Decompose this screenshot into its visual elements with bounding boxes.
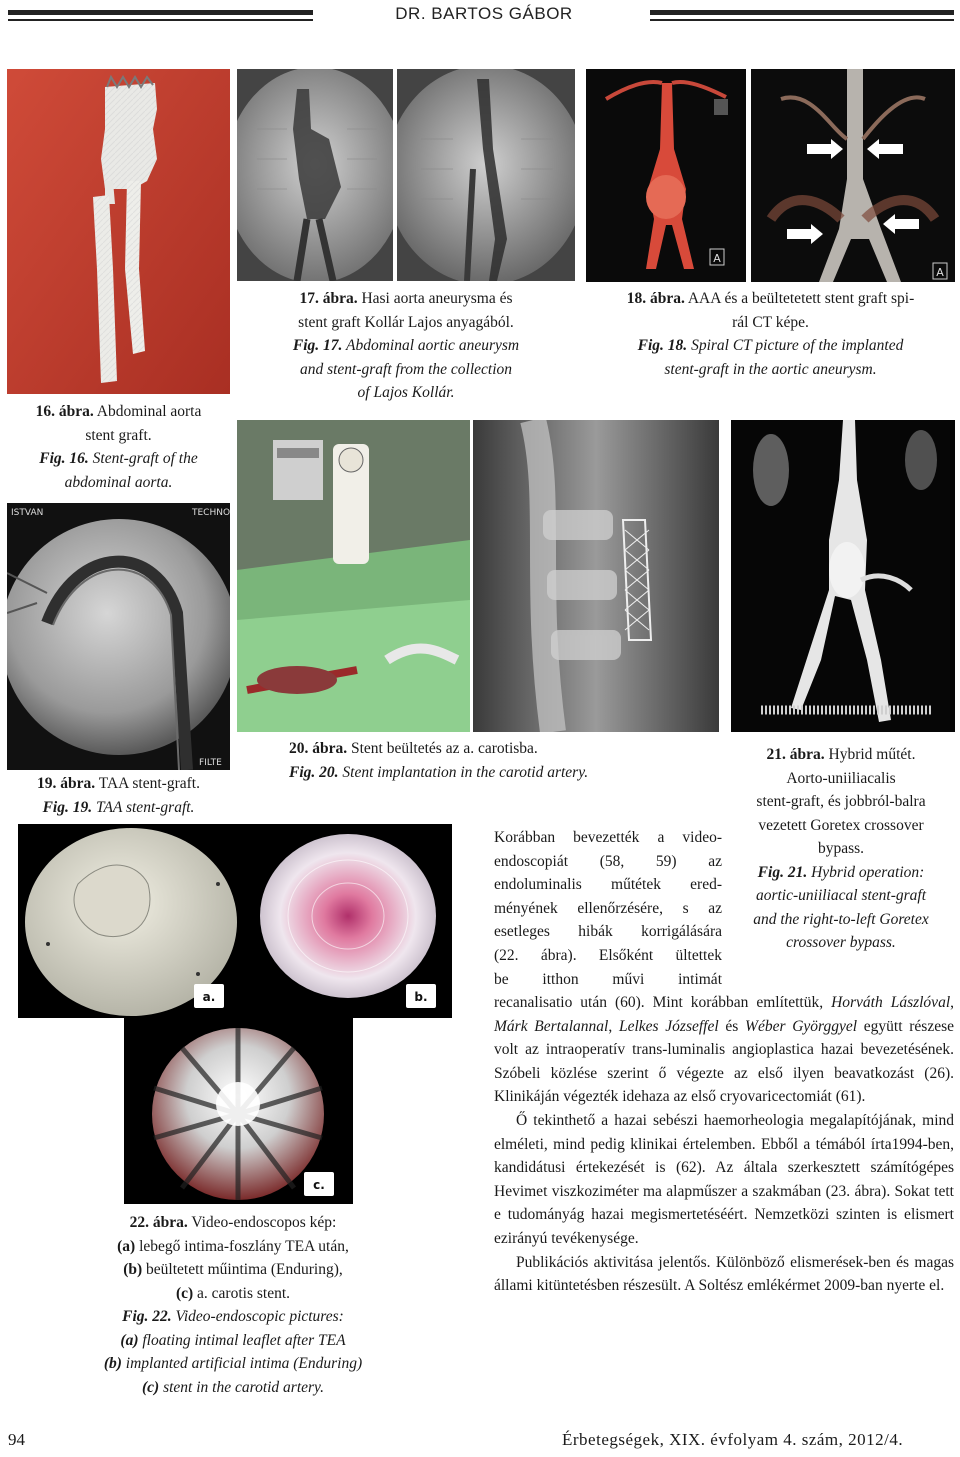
fig16-caption: 16. ábra. Abdominal aorta stent graft. Fig. 16. Stent-graft of the abdominal aorta. <box>35 403 202 491</box>
fig20-image-right <box>473 420 719 732</box>
header-rule-right-thin <box>650 19 954 21</box>
fig20-image-left <box>237 420 470 732</box>
journal-footer: Érbetegségek, XIX. évfolyam 4. szám, 2012/4. <box>562 1430 904 1449</box>
fig18-image-left <box>586 69 746 282</box>
fig21-caption: 21. ábra. Hybrid műtét. Aorto-uniiliacalis stent-graft, és jobbról-balra vezetett Goretex crossover bypass. Fig. 21. Hybrid operation: aortic-uniiliacal stent-graft and the right-to-left Goretex crossover bypass. <box>753 746 929 951</box>
fig19-overlay-tl: ISTVAN <box>11 508 44 518</box>
fig22-label-b: b. <box>414 990 428 1004</box>
fig18-image-right <box>751 69 955 282</box>
fig17-image-right <box>397 69 575 281</box>
page-number: 94 <box>8 1430 25 1449</box>
body-paragraph-1: recanalisatio után (60). Mint korábban említettük, Horváth Lászlóval, Márk Bertalannal, Lelkes Józseffel és Wéber Györggyel együtt részese volt az intraoperatív trans-luminalis angioplastica hazai bevezetésének. Szóbeli közlése szerint ő végezte az első ilyen beavatkozást (26). Klinikáján végezték idehaza az első cryovaricectomiát (61). <box>494 994 954 1106</box>
fig19-overlay-br: FILTE <box>199 758 222 768</box>
body-paragraph-2: Ő tekinthető a hazai sebészi haemorheologia megalapítójának, mind elméleti, mind pedig klinikai értelemben. Ebből a témából írta1994-ben, kandidátusi értekezését is (62). Az általa szerkesztett számítógépes Hevimet viszkoziméter ma alapműszer a szakmában (23. ábra). Sokat tett e tudományág hazai megismertetéséért. Nemzetközi szinten is elismert ezirányú tevékenysége. <box>494 1111 954 1247</box>
fig16-image <box>7 69 230 394</box>
fig22-image-a <box>18 824 244 1018</box>
body-text-main <box>494 991 954 1298</box>
fig20-caption: 20. ábra. Stent beültetés az a. carotisba. Fig. 20. Stent implantation in the carotid artery. <box>289 740 589 781</box>
fig19-caption: 19. ábra. TAA stent-graft. Fig. 19. TAA stent-graft. <box>37 775 200 816</box>
fig22-label-a: a. <box>202 990 216 1004</box>
fig22-label-c: c. <box>313 1178 325 1192</box>
fig18-marker-left: A <box>713 252 721 265</box>
fig17-image-left <box>237 69 393 281</box>
body-paragraph-3: Publikációs aktivitása jelentős. Különböző elismerések-ben és magas állami kitüntetésben részesült. A Soltész emlékérmet 2009-ban nyerte el. <box>494 1253 954 1295</box>
fig17-caption: 17. ábra. Hasi aorta aneurysma és stent graft Kollár Lajos anyagából. Fig. 17. Abdominal aortic aneurysm and stent-graft from the collection of Lajos Kollár. <box>292 290 520 401</box>
fig22-image-b <box>244 824 452 1018</box>
fig18-marker-right: A <box>936 266 944 279</box>
fig19-overlay-tr: TECHNO <box>192 508 230 518</box>
fig22-image-c <box>124 1018 353 1204</box>
header-rule-left-thin <box>8 19 313 21</box>
fig22-caption: 22. ábra. Video-endoscopos kép: (a) lebegő intima-foszlány TEA után, (b) beültetett műintima (Enduring), (c) a. carotis stent. Fig. 22. Video-endoscopic pictures: (a) floating intimal leaflet after TEA (b) implanted artificial intima (Enduring) (c) stent in the carotid artery. <box>103 1214 363 1396</box>
header-rule-right <box>650 10 954 15</box>
fig21-image <box>731 420 955 732</box>
running-header: DR. BARTOS GÁBOR <box>395 4 573 23</box>
fig19-image <box>7 503 230 770</box>
header-rule-left <box>8 10 313 15</box>
fig18-caption: 18. ábra. AAA és a beültetetett stent graft spi- rál CT képe. Fig. 18. Spiral CT picture of the implanted stent-graft in the aortic aneurysm. <box>626 290 915 378</box>
body-text-narrow: Korábban bevezették a video- endoscopiát (58, 59) az endoluminalis műtétek ered- ményének ellenőrzésére, s az esetleges hibák korrigálására (22. ábra). Elsőként ültettek be itthon művi intimát <box>494 829 722 988</box>
